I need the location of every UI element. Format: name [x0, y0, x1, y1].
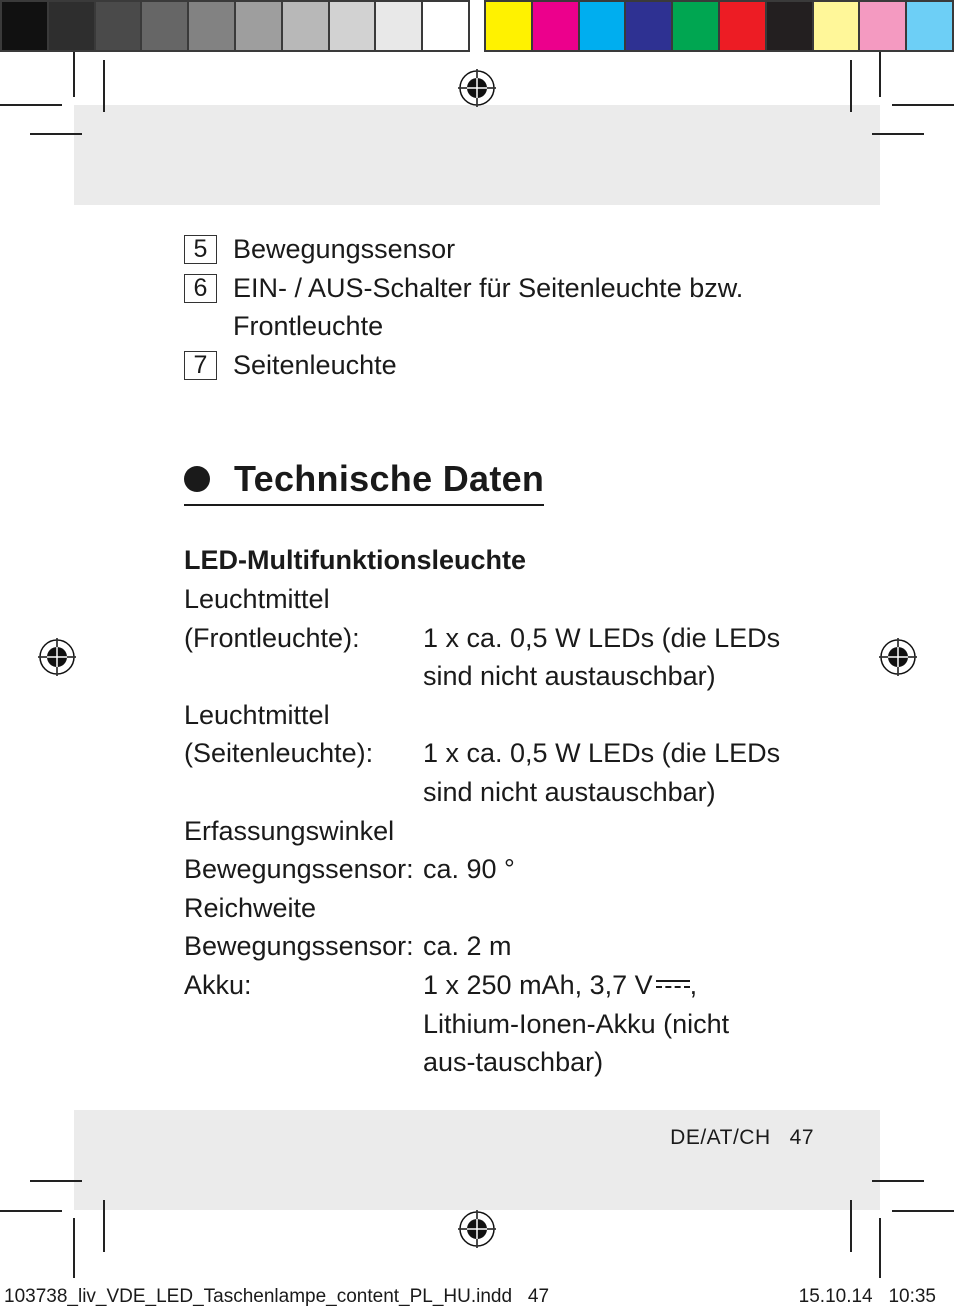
color-swatch	[626, 2, 671, 50]
item-text: Bewegungssensor	[233, 234, 456, 264]
color-swatch	[423, 2, 468, 50]
slug-date: 15.10.14 10:35	[798, 1286, 936, 1307]
parts-list	[184, 230, 824, 384]
color-swatch	[814, 2, 859, 50]
crop-mark	[872, 1180, 924, 1182]
spec-label: (Seitenleuchte):	[184, 738, 374, 769]
header-band	[74, 105, 880, 205]
crop-mark	[0, 104, 62, 106]
color-swatch	[907, 2, 952, 50]
crop-mark	[103, 1200, 105, 1252]
color-swatch	[486, 2, 531, 50]
section-heading	[184, 456, 544, 506]
direct-current-icon	[656, 974, 690, 996]
color-swatch	[673, 2, 718, 50]
item-number: 6	[184, 274, 217, 303]
spec-table	[184, 540, 824, 1082]
spec-value	[423, 696, 824, 735]
spec-label: Bewegungssensor:	[184, 931, 414, 962]
footer-band	[74, 1110, 880, 1210]
spec-row	[184, 734, 824, 811]
crop-mark	[872, 133, 924, 135]
crop-mark	[73, 52, 75, 97]
spec-label: Reichweite	[184, 892, 317, 923]
color-scale-bar	[484, 0, 954, 52]
crop-mark	[879, 52, 881, 97]
spec-value	[423, 812, 824, 851]
spec-value: 1 x ca. 0,5 W LEDs (die LEDs sind nicht austauschbar)	[423, 738, 781, 807]
spec-subheading: LED-Multifunktionsleuchte	[184, 545, 526, 575]
spec-label: Akku:	[184, 969, 252, 1000]
list-item	[184, 346, 824, 385]
color-swatch	[2, 2, 47, 50]
spec-label: Leuchtmittel	[184, 699, 330, 730]
spec-row	[184, 927, 824, 966]
item-number: 5	[184, 235, 217, 264]
list-item	[184, 269, 824, 346]
spec-value: ca. 90 °	[423, 854, 515, 885]
spec-value	[423, 966, 783, 1082]
crop-mark	[30, 133, 82, 135]
spec-row	[184, 580, 824, 619]
spec-row	[184, 850, 824, 889]
item-number: 7	[184, 351, 217, 380]
registration-mark-icon	[458, 1210, 496, 1248]
crop-mark	[850, 60, 852, 112]
crop-mark	[103, 60, 105, 112]
page-footer	[670, 1126, 814, 1150]
color-swatch	[49, 2, 94, 50]
color-swatch	[142, 2, 187, 50]
spec-row	[184, 696, 824, 735]
color-swatch	[283, 2, 328, 50]
crop-mark	[0, 1210, 62, 1212]
crop-mark	[892, 104, 954, 106]
grey-scale-bar	[0, 0, 470, 52]
spec-value: ca. 2 m	[423, 931, 512, 962]
spec-value	[423, 580, 824, 619]
akku-type: Lithium-Ionen-Akku (nicht aus-tauschbar)	[423, 1008, 730, 1078]
bullet-icon	[184, 466, 210, 492]
spec-row-akku	[184, 966, 824, 1082]
color-swatch	[189, 2, 234, 50]
color-swatch	[767, 2, 812, 50]
spec-value: 1 x ca. 0,5 W LEDs (die LEDs sind nicht austauschbar)	[423, 622, 781, 692]
color-swatch	[580, 2, 625, 50]
spec-row	[184, 619, 824, 696]
item-text: Seitenleuchte	[233, 349, 397, 380]
list-item	[184, 230, 824, 269]
registration-mark-icon	[38, 638, 76, 676]
spec-label: Erfassungswinkel	[184, 815, 395, 846]
region-label: DE/AT/CH	[670, 1126, 771, 1149]
item-text: EIN- / AUS-Schalter für Seitenleuchte bzw. Frontleuchte	[233, 272, 744, 341]
registration-mark-icon	[879, 638, 917, 676]
color-swatch	[533, 2, 578, 50]
akku-capacity: 1 x 250 mAh, 3,7 V	[423, 969, 653, 1000]
crop-mark	[879, 1218, 881, 1278]
spec-label: (Frontleuchte):	[184, 622, 360, 653]
crop-mark	[30, 1180, 82, 1182]
registration-mark-icon	[458, 69, 496, 107]
spec-label: Leuchtmittel	[184, 584, 330, 614]
akku-comma: ,	[689, 969, 698, 1000]
page-number: 47	[789, 1126, 814, 1149]
color-swatch	[330, 2, 375, 50]
spec-row	[184, 889, 824, 928]
color-swatch	[376, 2, 421, 50]
section-title: Technische Daten	[234, 458, 545, 499]
color-swatch	[236, 2, 281, 50]
color-swatch	[860, 2, 905, 50]
slug-filename: 103738_liv_VDE_LED_Taschenlampe_content_PL_HU.indd 47	[4, 1286, 550, 1307]
spec-label: Bewegungssensor:	[184, 854, 414, 885]
color-swatch	[96, 2, 141, 50]
spec-row	[184, 812, 824, 851]
crop-mark	[850, 1200, 852, 1252]
color-swatch	[720, 2, 765, 50]
spec-value	[423, 889, 824, 928]
crop-mark	[892, 1210, 954, 1212]
crop-mark	[73, 1218, 75, 1278]
